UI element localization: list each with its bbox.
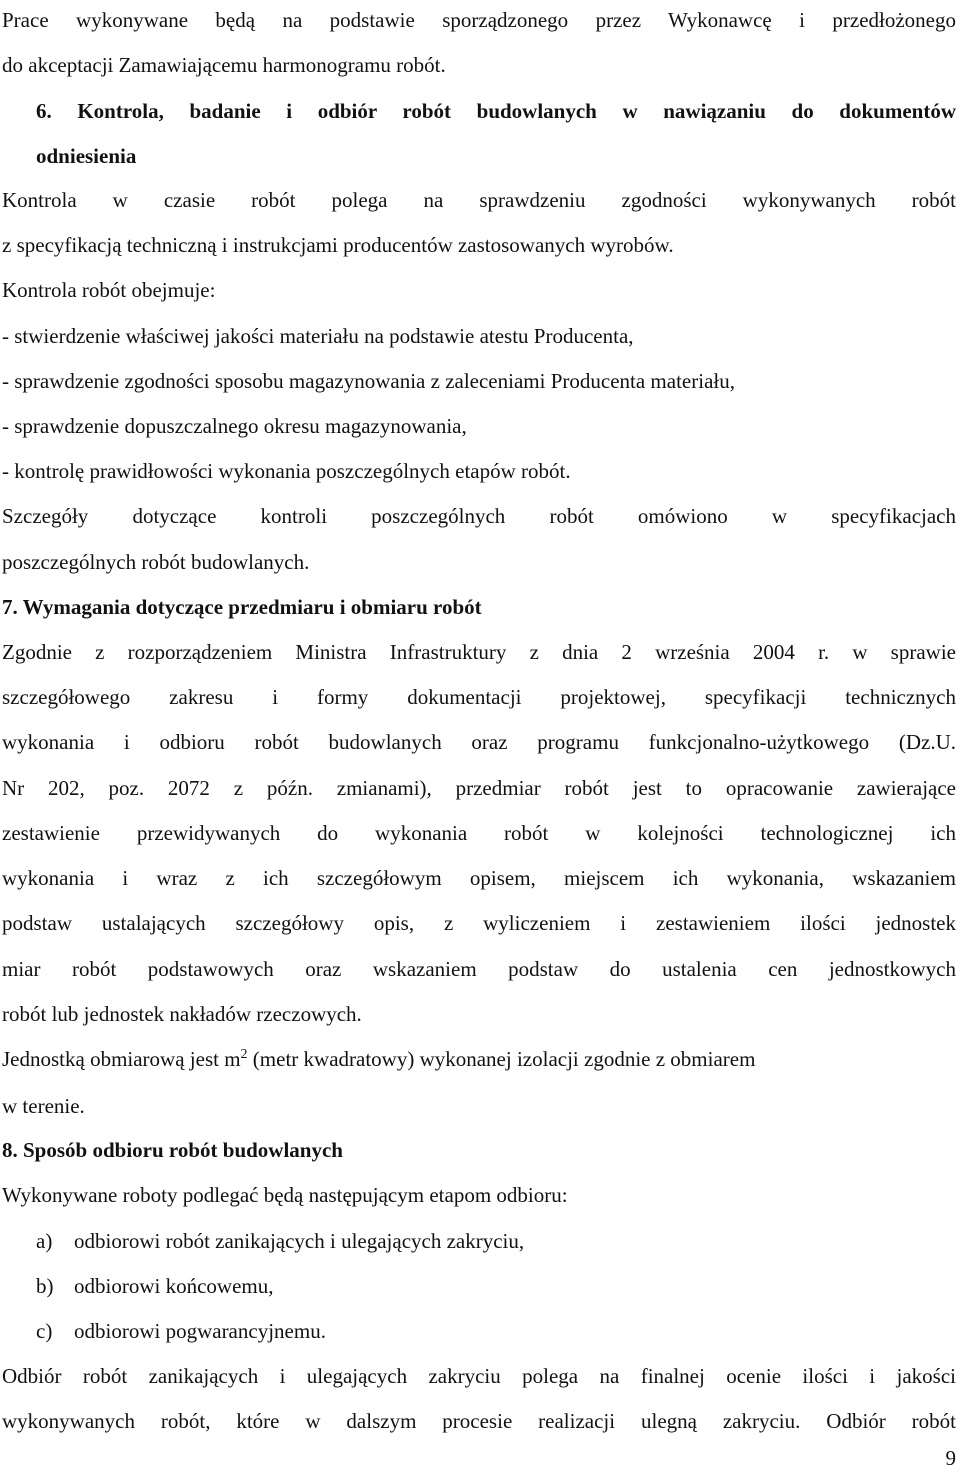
list-text: odbiorowi pogwarancyjnemu. xyxy=(74,1319,326,1343)
list-text: odbiorowi robót zanikających i ulegających zakryciu, xyxy=(74,1229,525,1253)
section-6-paragraph-line: Kontrola w czasie robót polega na sprawdzeniu zgodności wykonywanych robót xyxy=(2,188,956,212)
section-8-intro: Wykonywane roboty podlegać będą następującym etapom odbioru: xyxy=(2,1183,568,1207)
section-7-paragraph-line: wykonania i wraz z ich szczegółowym opisem, miejscem ich wykonania, wskazaniem xyxy=(2,866,956,890)
square-superscript: 2 xyxy=(240,1047,248,1062)
list-label: b) xyxy=(36,1274,54,1298)
section-8-heading: 8. Sposób odbioru robót budowlanych xyxy=(2,1138,343,1162)
page-number: 9 xyxy=(945,1446,956,1470)
scope-item: - sprawdzenie zgodności sposobu magazynowania z zaleceniami Producenta materiału, xyxy=(2,369,735,393)
section-7-paragraph-line: Nr 202, poz. 2072 z późn. zmianami), przedmiar robót jest to opracowanie zawierające xyxy=(2,776,956,800)
section-7-paragraph-line: robót lub jednostek nakładów rzeczowych. xyxy=(2,1002,362,1026)
section-7-heading: 7. Wymagania dotyczące przedmiaru i obmiaru robót xyxy=(2,595,482,619)
scope-item: - stwierdzenie właściwej jakości materiału na podstawie atestu Producenta, xyxy=(2,324,634,348)
details-line: Szczegóły dotyczące kontroli poszczególnych robót omówiono w specyfikacjach xyxy=(2,504,956,528)
section-7-paragraph-line: zestawienie przewidywanych do wykonania robót w kolejności technologicznej ich xyxy=(2,821,956,845)
section-7-paragraph-line: szczegółowego zakresu i formy dokumentacji projektowej, specyfikacji technicznych xyxy=(2,685,956,709)
intro-line: Prace wykonywane będą na podstawie sporządzonego przez Wykonawcę i przedłożonego xyxy=(2,8,956,32)
list-text: odbiorowi końcowemu, xyxy=(74,1274,274,1298)
measurement-unit-text-continued: (metr kwadratowy) wykonanej izolacji zgodnie z obmiarem xyxy=(247,1047,756,1071)
acceptance-stage-item xyxy=(36,1227,936,1255)
section-8-paragraph-line: wykonywanych robót, które w dalszym procesie realizacji ulegną zakryciu. Odbiór robót xyxy=(2,1409,956,1433)
section-8-paragraph-line: Odbiór robót zanikających i ulegających zakryciu polega na finalnej ocenie ilości i jakości xyxy=(2,1364,956,1388)
measurement-unit-text: Jednostką obmiarową jest m xyxy=(2,1047,241,1071)
list-label: c) xyxy=(36,1319,53,1343)
intro-line: do akceptacji Zamawiającemu harmonogramu robót. xyxy=(2,53,446,77)
scope-intro: Kontrola robót obejmuje: xyxy=(2,278,216,302)
acceptance-stage-item xyxy=(36,1317,936,1345)
section-6-heading: 6. Kontrola, badanie i odbiór robót budowlanych w nawiązaniu do dokumentów xyxy=(36,99,956,123)
measurement-unit-line-2: w terenie. xyxy=(2,1094,85,1118)
section-6-heading-continued: odniesienia xyxy=(36,144,137,168)
scope-item: - sprawdzenie dopuszczalnego okresu magazynowania, xyxy=(2,414,467,438)
list-label: a) xyxy=(36,1229,53,1253)
measurement-unit-line xyxy=(2,1045,942,1073)
section-7-paragraph-line: wykonania i odbioru robót budowlanych oraz programu funkcjonalno-użytkowego (Dz.U. xyxy=(2,730,956,754)
scope-item: - kontrolę prawidłowości wykonania poszczególnych etapów robót. xyxy=(2,459,571,483)
section-7-paragraph-line: miar robót podstawowych oraz wskazaniem podstaw do ustalenia cen jednostkowych xyxy=(2,957,956,981)
section-7-paragraph-line: podstaw ustalających szczegółowy opis, z wyliczeniem i zestawieniem ilości jednostek xyxy=(2,911,956,935)
section-6-paragraph-line: z specyfikacją techniczną i instrukcjami producentów zastosowanych wyrobów. xyxy=(2,233,674,257)
details-line: poszczególnych robót budowlanych. xyxy=(2,550,310,574)
acceptance-stage-item xyxy=(36,1272,936,1300)
section-7-paragraph-line: Zgodnie z rozporządzeniem Ministra Infrastruktury z dnia 2 września 2004 r. w sprawie xyxy=(2,640,956,664)
